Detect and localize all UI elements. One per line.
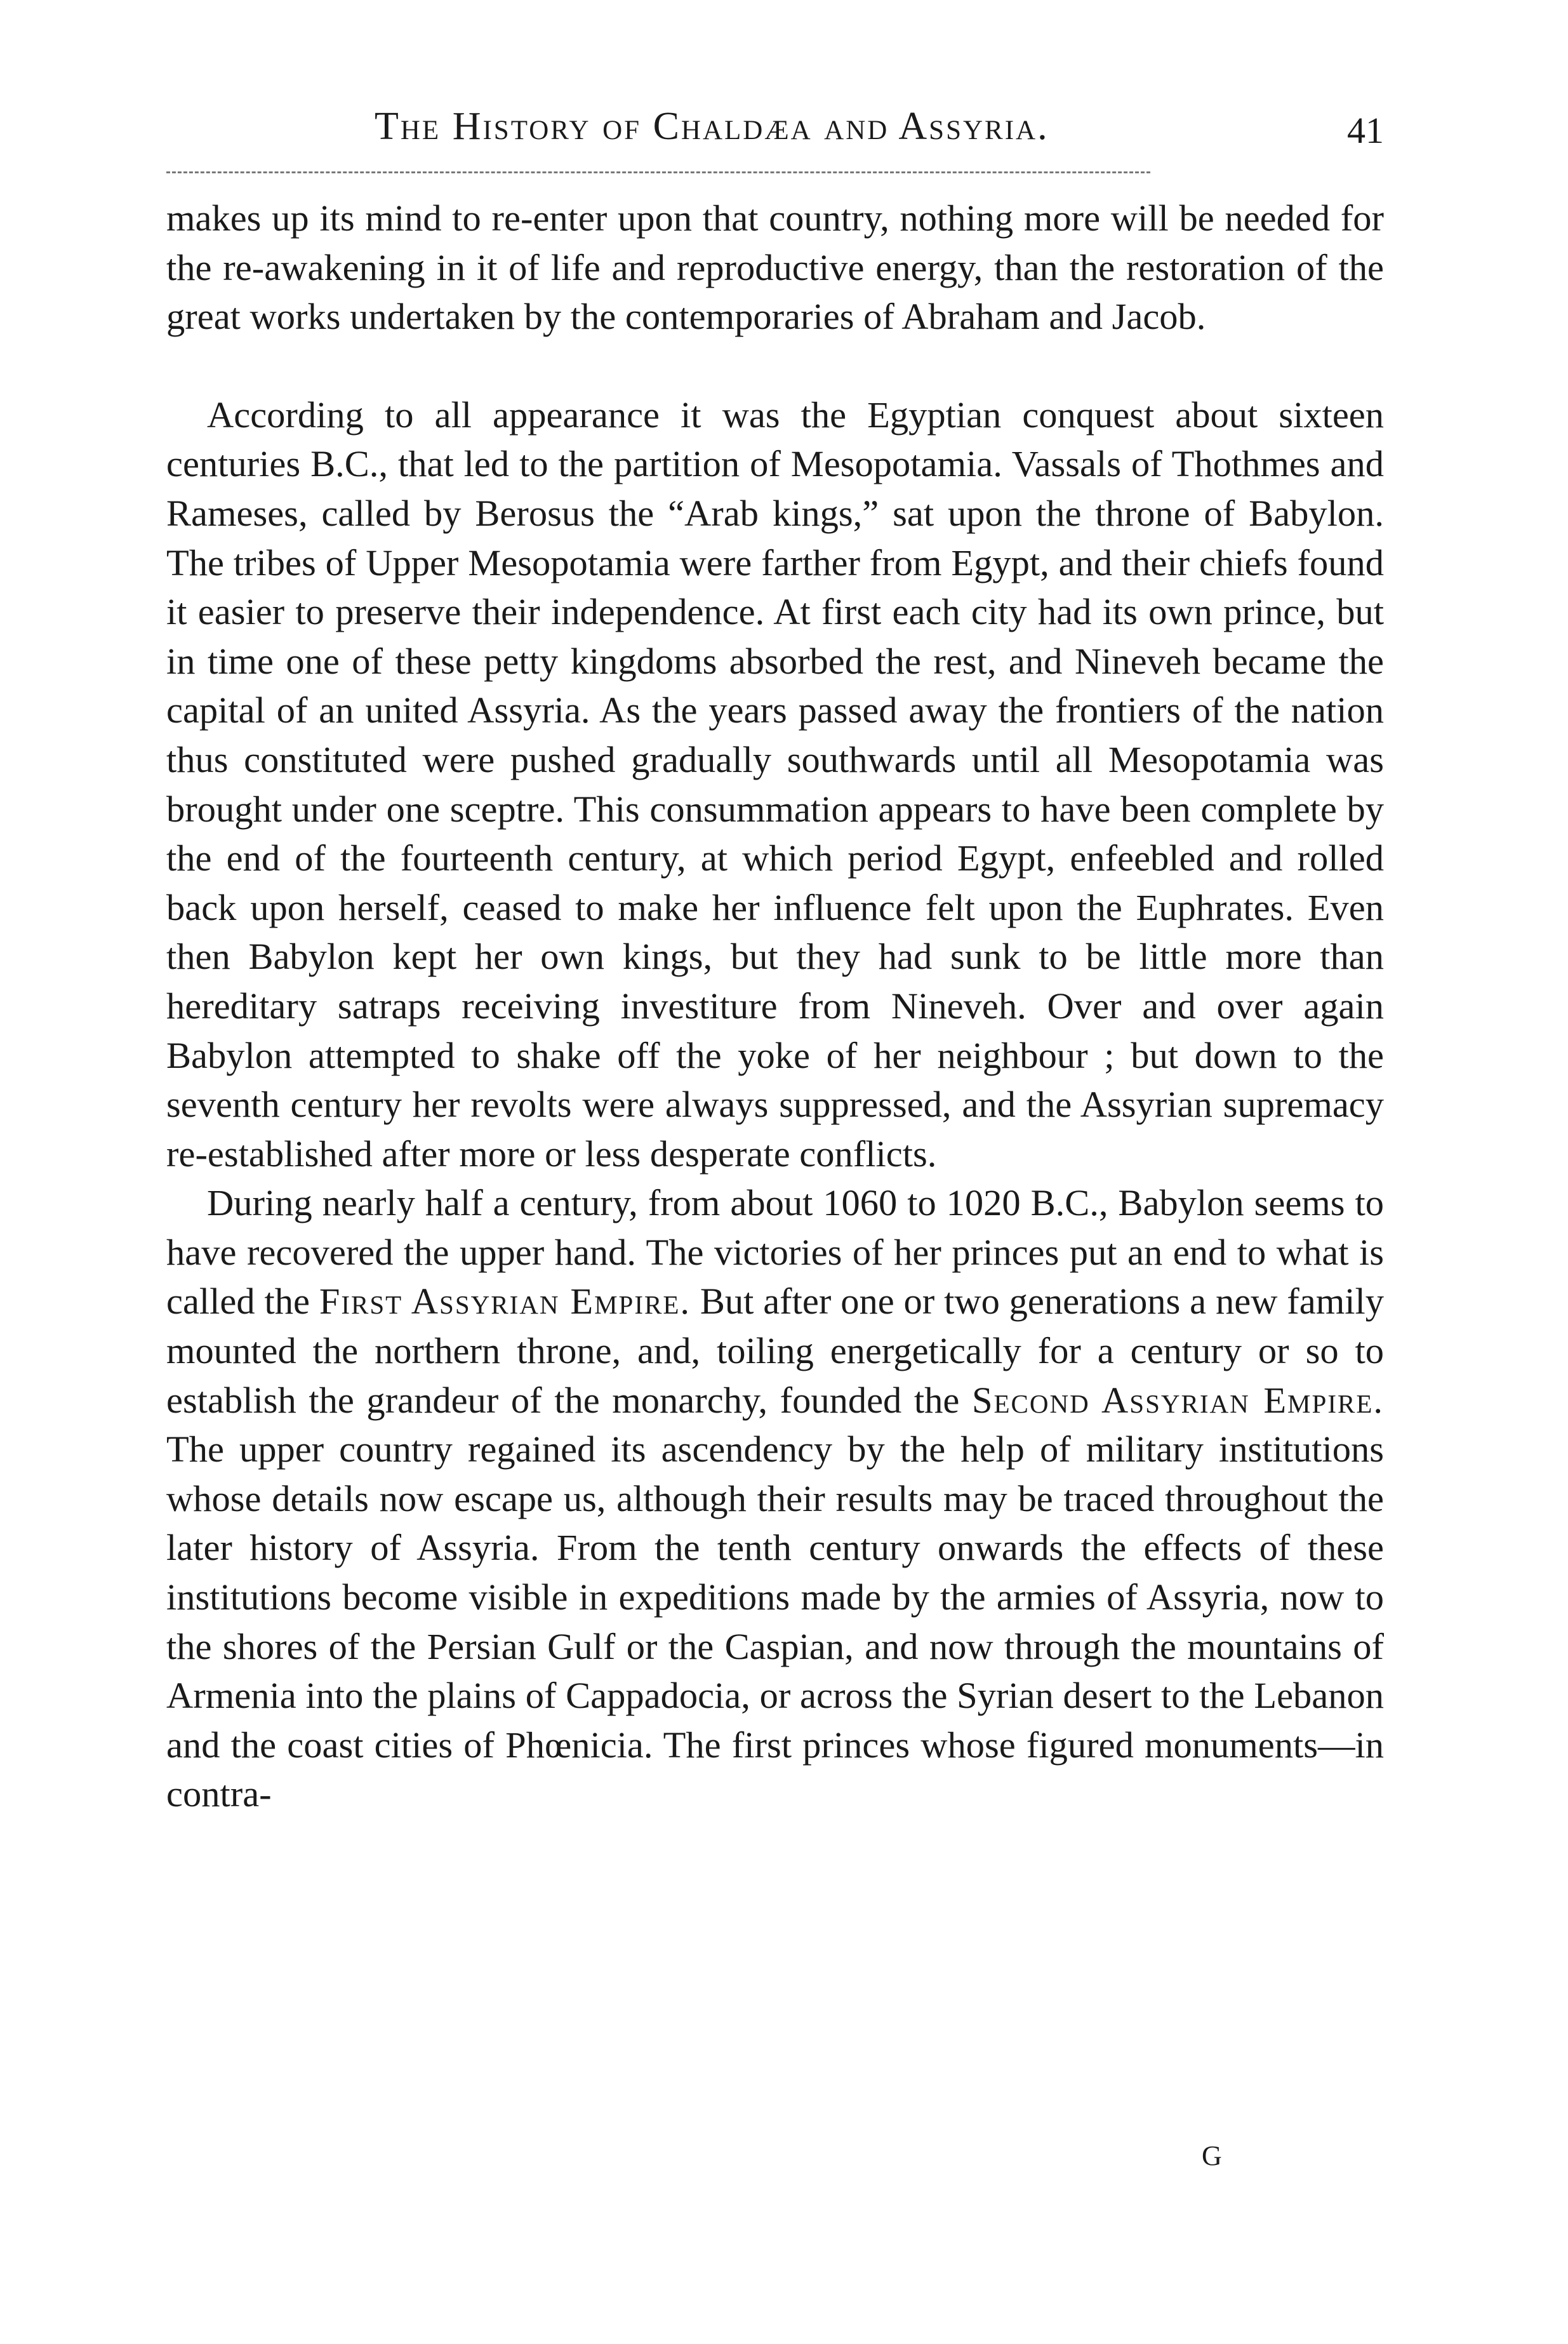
paragraph-2: According to all appearance it was the Egyptian conquest about sixteen centuries B.C., that led to the partition of Mesopotamia. Vassals of Thothmes and Rameses, called by Berosus the “Arab kings,” sat upon the throne of Babylon. The tribes of Upper Mesopotamia were farther from Egypt, and their chiefs found it easier to preserve their independence. At first each city had its own prince, but in time one of these petty kingdoms absorbed the rest, and Nineveh became the capital of an united Assyria. As the years passed away the frontiers of the nation thus constituted were pushed gradually southwards until all Mesopotamia was brought under one sceptre. This consummation appears to have been complete by the end of the fourteenth century, at which period Egypt, enfeebled and rolled back upon herself, ceased to make her influence felt upon the Euphrates. Even then Babylon kept her own kings, but they had sunk to be little more than hereditary satraps receiving investiture from Nineveh. Over and over again Babylon attempted to shake off the yoke of her neighbour ; but down to the seventh century her revolts were always suppressed, and the Assyrian supremacy re-established after more or less desperate conflicts. xyxy=(166,394,1384,1175)
header-rule xyxy=(166,171,1150,173)
paragraph-3-part-2: But after one or two generations a new family mounted the northern throne, and, toiling energetically for a century or so to establish the grandeur of the monarchy, founded the xyxy=(166,1281,1384,1421)
running-title: The History of Chaldæa and Assyria. xyxy=(375,105,1049,148)
first-assyrian-empire: First Assyrian Empire. xyxy=(319,1281,691,1322)
second-assyrian-empire: Second Assyrian Empire. xyxy=(971,1379,1384,1421)
page-number: 41 xyxy=(1347,110,1384,151)
paragraph-3-part-3: The upper country regained its ascendency by the help of military institutions whose details now escape us, although their results may be traced throughout the later history of Assyria. From the tenth century onwards the effects of these institutions become visible in expeditions made by the armies of Assyria, now to the shores of the Persian Gulf or the Caspian, and now through the mountains of Armenia into the plains of Cappadocia, or across the Syrian desert to the Lebanon and the coast cities of Phœnicia. The first princes whose figured monuments—in contra- xyxy=(166,1428,1384,1815)
paragraph-3 xyxy=(166,1178,1384,1819)
signature-mark: G xyxy=(1202,2140,1222,2171)
running-header xyxy=(375,95,1384,165)
body-text xyxy=(166,194,1384,1819)
paragraph-1: makes up its mind to re-enter upon that country, nothing more will be needed for the re-awakening in it of life and reproductive energy, than the restoration of the great works undertaken by the contemporaries of Abraham and Jacob. xyxy=(166,197,1384,338)
paragraph-3-part-1: During nearly half a century, from about 1060 to 1020 B.C., Babylon seems to have recovered the upper hand. The victories of her princes put an end to what is called the xyxy=(166,1182,1384,1322)
